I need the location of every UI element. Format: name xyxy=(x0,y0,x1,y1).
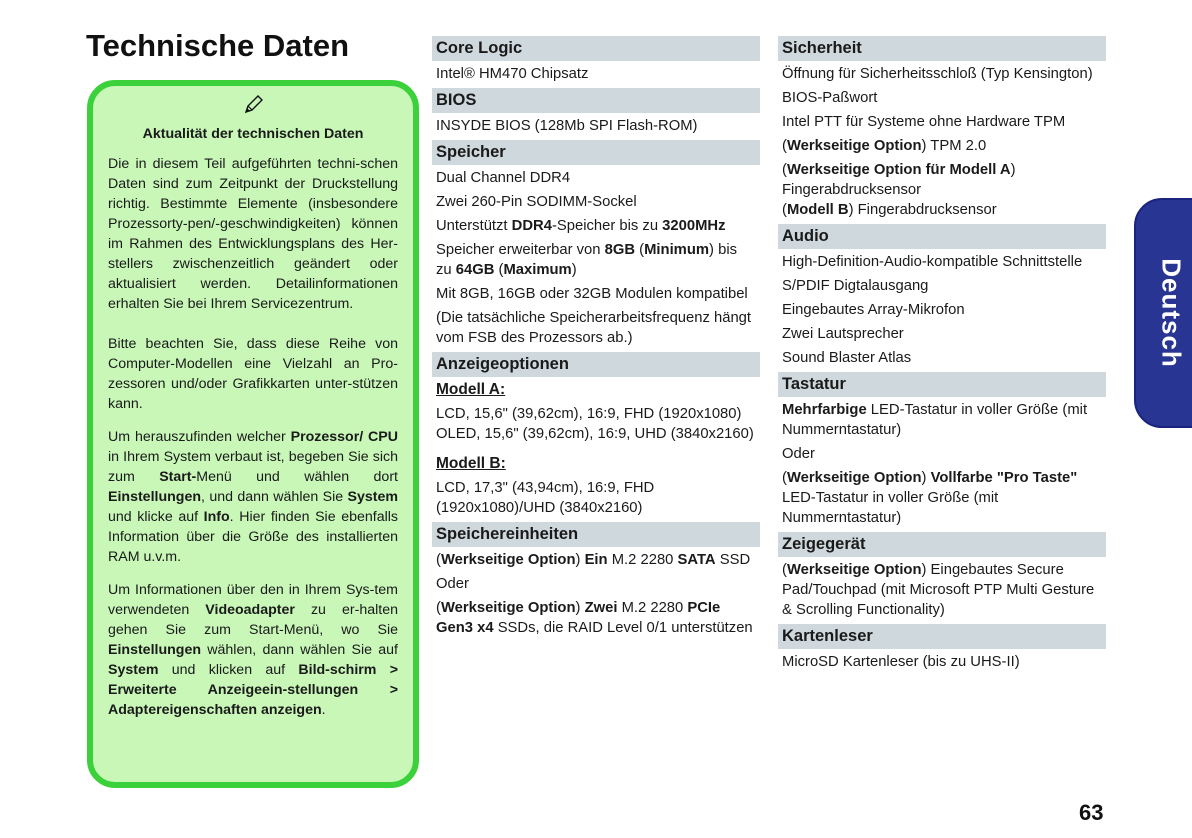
spec-item: Mit 8GB, 16GB oder 32GB Modulen kompatibel xyxy=(436,286,748,302)
language-tab xyxy=(1134,198,1192,428)
spec-item: Eingebautes Array-Mikrofon xyxy=(782,302,965,318)
spec-item: Oder xyxy=(436,576,469,592)
spec-item: (Modell B) Fingerabdrucksensor xyxy=(782,202,997,218)
section-header-speicher: Speicher xyxy=(432,140,760,165)
spec-item: Oder xyxy=(782,446,815,462)
spec-item: (Werkseitige Option) Vollfarbe "Pro Taste" LED-Tastatur in voller Größe (mit Nummerntastatur) xyxy=(782,470,1078,526)
spec-column-right xyxy=(778,36,1106,676)
spec-item: (Werkseitige Option) Zwei M.2 2280 PCIe Gen3 x4 SSDs, die RAID Level 0/1 unterstützen xyxy=(436,600,753,636)
spec-item: Intel PTT für Systeme ohne Hardware TPM xyxy=(782,114,1066,130)
spec-item: LCD, 17,3" (43,94cm), 16:9, FHD (1920x1080)/UHD (3840x2160) xyxy=(436,480,655,516)
spec-item: Unterstützt DDR4-Speicher bis zu 3200MHz xyxy=(436,218,726,234)
spec-item: Dual Channel DDR4 xyxy=(436,170,571,186)
section-header-tastatur: Tastatur xyxy=(778,372,1106,397)
spec-item: Zwei 260-Pin SODIMM-Sockel xyxy=(436,194,637,210)
section-header-anzeigeoptionen: Anzeigeoptionen xyxy=(432,352,760,377)
spec-item: (Werkseitige Option) TPM 2.0 xyxy=(782,138,987,154)
spec-item: LCD, 15,6" (39,62cm), 16:9, FHD (1920x1080) xyxy=(436,406,742,422)
section-header-core-logic: Core Logic xyxy=(432,36,760,61)
pencil-icon xyxy=(108,94,398,124)
spec-item: Speicher erweiterbar von 8GB (Minimum) bis zu 64GB (Maximum) xyxy=(436,242,738,278)
spec-item: (Werkseitige Option) Ein M.2 2280 SATA SSD xyxy=(436,552,751,568)
note-title: Aktualität der technischen Daten xyxy=(142,126,364,142)
spec-item: INSYDE BIOS (128Mb SPI Flash-ROM) xyxy=(436,118,698,134)
section-header-kartenleser: Kartenleser xyxy=(778,624,1106,649)
note-box xyxy=(87,80,419,788)
spec-item: Mehrfarbige LED-Tastatur in voller Größe (mit Nummerntastatur) xyxy=(782,402,1088,438)
model-a-label: Modell A: xyxy=(436,381,506,398)
section-header-audio: Audio xyxy=(778,224,1106,249)
spec-item: Intel® HM470 Chipsatz xyxy=(436,66,589,82)
spec-item: (Die tatsächliche Speicherarbeitsfrequenz hängt vom FSB des Prozessors ab.) xyxy=(436,310,752,346)
note-paragraph: Bitte beachten Sie, dass diese Reihe von Computer-Modellen eine Vielzahl an Pro-zessoren und/oder Grafikkarten unter-stützen kann. xyxy=(108,336,398,412)
spec-column-left xyxy=(432,36,760,642)
spec-item: OLED, 15,6" (39,62cm), 16:9, UHD (3840x2160) xyxy=(436,426,754,442)
note-paragraph: Die in diesem Teil aufgeführten techni-schen Daten sind zum Zeitpunkt der Druckstellung richtig. Bestimmte Elemente (insbesondere Prozessorty-pen/-geschwindigkeiten) können im Rahmen des Entwicklungsplans des Her-stellers zwischenzeitlich geändert oder aktualisiert werden. Detailinformationen erhalten Sie bei Ihrem Servicezentrum. xyxy=(108,156,398,312)
note-paragraph: Um herauszufinden welcher Prozessor/ CPU in Ihrem System verbaut ist, begeben Sie sich zum Start-Menü und wählen dort Einstellungen, und dann wählen Sie System und klicke auf Info. Hier finden Sie ebenfalls Information über die Größe des installierten RAM u.v.m. xyxy=(108,429,398,565)
spec-item: (Werkseitige Option für Modell A) Fingerabdrucksensor xyxy=(782,162,1016,198)
model-b-label: Modell B: xyxy=(436,455,506,472)
spec-item: BIOS-Paßwort xyxy=(782,90,878,106)
section-header-speichereinheiten: Speichereinheiten xyxy=(432,522,760,547)
spec-item: (Werkseitige Option) Eingebautes Secure Pad/Touchpad (mit Microsoft PTP Multi Gesture & Scrolling Functionality) xyxy=(782,562,1095,618)
section-header-bios: BIOS xyxy=(432,88,760,113)
section-header-sicherheit: Sicherheit xyxy=(778,36,1106,61)
language-tab-label: Deutsch xyxy=(1156,258,1187,368)
note-paragraph: Um Informationen über den in Ihrem Sys-tem verwendeten Videoadapter zu er-halten gehen Sie zum Start-Menü, wo Sie Einstellungen wählen, dann wählen Sie auf System und klicken auf Bild-schirm > Erweiterte Anzeigeein-stellungen > Adaptereigenschaften anzeigen. xyxy=(108,582,398,718)
spec-item: Öffnung für Sicherheitsschloß (Typ Kensington) xyxy=(782,66,1093,82)
section-header-zeigegeraet: Zeigegerät xyxy=(778,532,1106,557)
spec-item: Zwei Lautsprecher xyxy=(782,326,904,342)
spec-item: S/PDIF Digtalausgang xyxy=(782,278,929,294)
page-number: 63 xyxy=(1079,800,1104,825)
page-title: Technische Daten xyxy=(86,28,350,63)
spec-item: MicroSD Kartenleser (bis zu UHS-II) xyxy=(782,654,1020,670)
spec-item: High-Definition-Audio-kompatible Schnittstelle xyxy=(782,254,1083,270)
spec-item: Sound Blaster Atlas xyxy=(782,350,912,366)
